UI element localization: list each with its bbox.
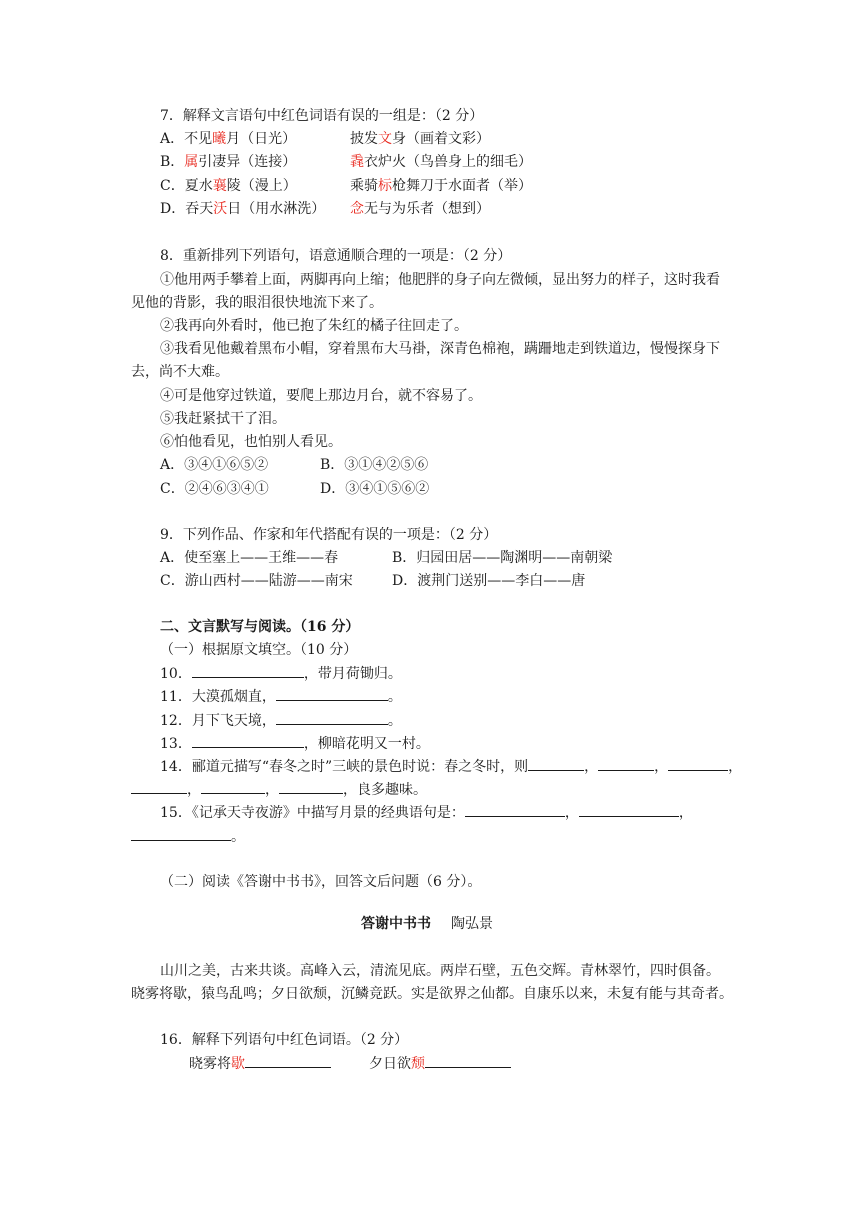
q7-option-d-left: D．吞天沃日（用水淋洗） — [160, 201, 326, 217]
q15-line: 15．《记承天寺夜游》中描写月景的经典语句是： ， ， — [160, 802, 693, 823]
q8-option-b: B．③①④②⑤⑥ — [320, 457, 429, 473]
passage-line-2: 晓雾将歇，猿鸟乱鸣；夕日欲颓，沉鳞竞跃。实是欲界之仙都。自康乐以来，未复有能与其奇者。 — [131, 986, 733, 1002]
q14-blank-2[interactable] — [598, 756, 654, 771]
section-2-title: 二、文言默写与阅读。（16 分） — [160, 619, 360, 635]
q8-sentence-3-cont: 去，尚不大难。 — [131, 364, 229, 380]
q12-blank[interactable] — [276, 710, 388, 725]
q9-option-d: D．渡荆门送别——李白——唐 — [392, 573, 586, 589]
q7-option-d-right: 念无与为乐者（想到） — [350, 201, 490, 217]
q8-option-a: A．③④①⑥⑤② — [160, 457, 269, 473]
q14-line-cont: ， ， ，良多趣味。 — [131, 779, 427, 800]
q7-option-b-left: B．属引凄异（连接） — [160, 154, 297, 170]
section-2-part-2: （二）阅读《答谢中书书》，回答文后问题（6 分）。 — [160, 874, 482, 890]
q8-sentence-5: ⑤我赶紧拭干了泪。 — [160, 411, 286, 427]
q15-line-cont: 。 — [131, 826, 245, 847]
q11-line: 11．大漠孤烟直， 。 — [160, 686, 402, 707]
q8-option-d: D．③④①⑤⑥② — [320, 481, 430, 497]
q14-blank-1[interactable] — [528, 756, 584, 771]
q16-stem: 16．解释下列语句中红色词语。（2 分） — [160, 1032, 409, 1048]
q14-line: 14．郦道元描写“春冬之时”三峡的景色时说：春之冬时，则 ， ， ， — [160, 756, 742, 777]
q8-sentence-3: ③我看见他戴着黑布小帽，穿着黑布大马褂，深青色棉袍，蹒跚地走到铁道边，慢慢探身下 — [160, 341, 720, 357]
q10-line: 10． ，带月荷锄归。 — [160, 663, 402, 684]
passage-title: 答谢中书书 陶弘景 — [361, 916, 493, 932]
q11-blank[interactable] — [276, 686, 388, 701]
q14-blank-5[interactable] — [201, 779, 265, 794]
section-2-part-1: （一）根据原文填空。（10 分） — [160, 642, 358, 658]
q7-option-b-right: 毳衣炉火（鸟兽身上的细毛） — [350, 154, 532, 170]
q14-blank-3[interactable] — [668, 756, 728, 771]
q9-option-b: B．归园田居——陶渊明——南朝梁 — [392, 550, 613, 566]
q10-blank[interactable] — [192, 663, 304, 678]
q16-item-a: 晓雾将歇 — [189, 1053, 331, 1074]
q7-option-a-left: A．不见曦月（日光） — [160, 131, 297, 147]
q8-sentence-4: ④可是他穿过铁道，要爬上那边月台，就不容易了。 — [160, 388, 482, 404]
q15-blank-2[interactable] — [579, 802, 679, 817]
passage-line-1: 山川之美，古来共谈。高峰入云，清流见底。两岸石壁，五色交辉。青林翠竹，四时俱备。 — [160, 963, 720, 979]
q7-option-c-left: C．夏水襄陵（漫上） — [160, 178, 297, 194]
q7-option-a-right: 披发文身（画着文彩） — [350, 131, 490, 147]
q14-blank-4[interactable] — [131, 779, 187, 794]
q12-line: 12．月下飞天境， 。 — [160, 710, 402, 731]
q16-blank-b[interactable] — [425, 1053, 511, 1068]
q14-blank-6[interactable] — [279, 779, 343, 794]
q16-blank-a[interactable] — [245, 1053, 331, 1068]
q8-sentence-2: ②我再向外看时，他已抱了朱红的橘子往回走了。 — [160, 318, 468, 334]
q13-line: 13． ，柳暗花明又一村。 — [160, 733, 430, 754]
q16-item-b: 夕日欲颓 — [369, 1053, 511, 1074]
q9-option-a: A．使至塞上——王维——春 — [160, 550, 339, 566]
q8-stem: 8．重新排列下列语句，语意通顺合理的一项是：（2 分） — [160, 248, 512, 264]
q7-option-c-right: 乘骑标枪舞刀于水面者（举） — [350, 178, 532, 194]
q15-blank-1[interactable] — [465, 802, 565, 817]
q9-stem: 9．下列作品、作家和年代搭配有误的一项是：（2 分） — [160, 527, 498, 543]
q8-sentence-6: ⑥怕他看见，也怕别人看见。 — [160, 434, 342, 450]
q15-blank-3[interactable] — [131, 826, 231, 841]
q7-stem: 7．解释文言语句中红色词语有误的一组是：（2 分） — [160, 108, 484, 124]
q9-option-c: C．游山西村——陆游——南宋 — [160, 573, 353, 589]
q8-sentence-1-cont: 见他的背影，我的眼泪很快地流下来了。 — [131, 295, 383, 311]
q8-sentence-1: ①他用两手攀着上面，两脚再向上缩；他肥胖的身子向左微倾，显出努力的样子，这时我看 — [160, 272, 720, 288]
q13-blank[interactable] — [192, 733, 304, 748]
q8-option-c: C．②④⑥③④① — [160, 481, 269, 497]
